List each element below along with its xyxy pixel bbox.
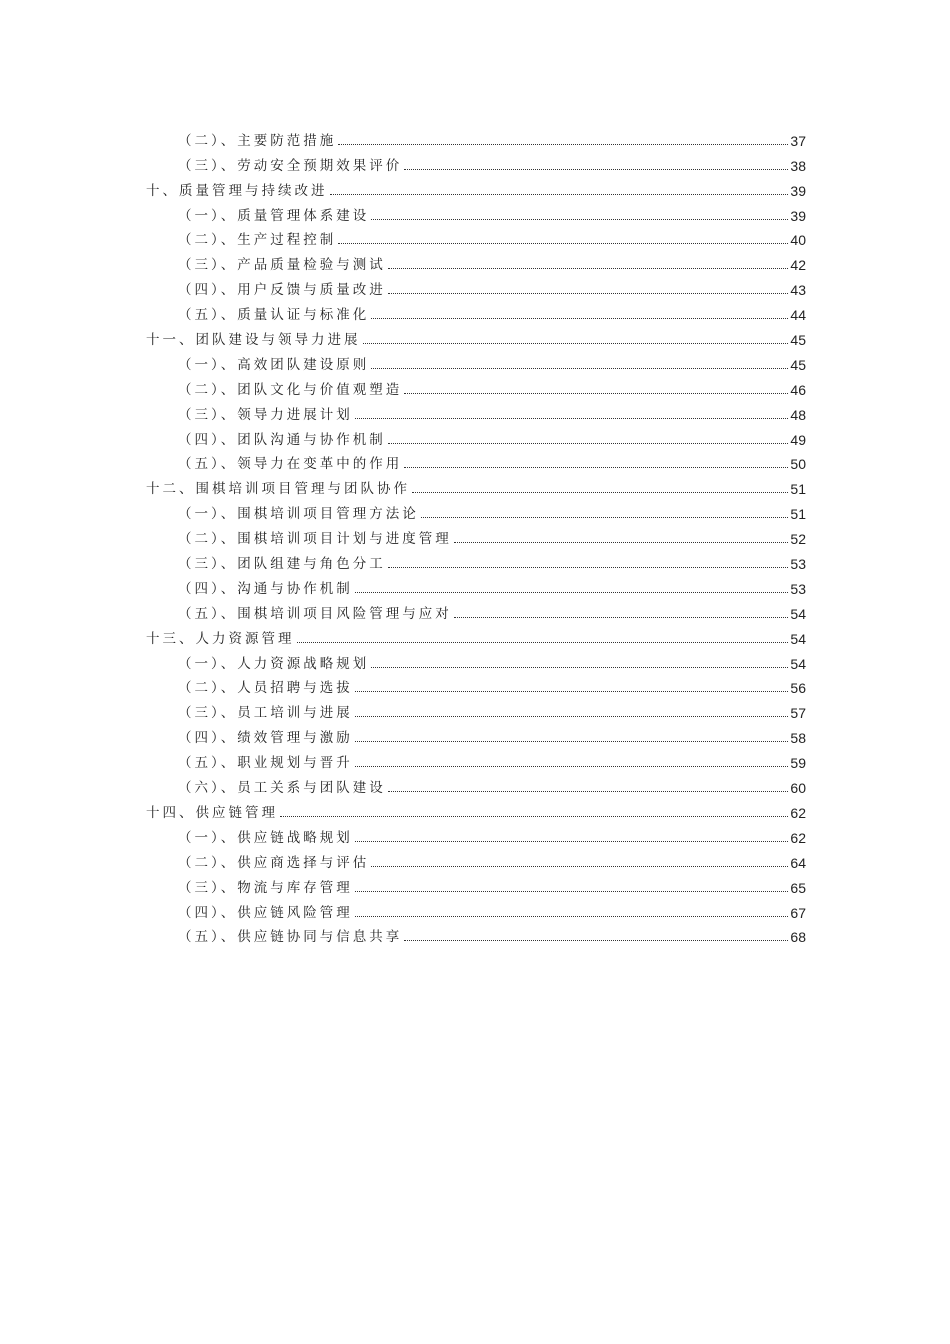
toc-section-entry[interactable]	[146, 746, 806, 771]
toc-page-number: 54	[790, 655, 806, 672]
toc-entry-title: （三）、物流与库存管理	[178, 879, 353, 896]
toc-entry-title: （一）、供应链战略规划	[178, 829, 353, 846]
toc-section-entry[interactable]	[146, 696, 806, 721]
toc-page-number: 40	[790, 232, 806, 249]
toc-page-number: 51	[790, 506, 806, 523]
toc-entry-title: 十三、人力资源管理	[146, 630, 295, 647]
toc-dot-leader	[280, 815, 788, 817]
toc-section-entry[interactable]	[146, 547, 806, 572]
toc-page-number: 52	[790, 531, 806, 548]
toc-section-entry[interactable]	[146, 124, 806, 149]
toc-section-entry[interactable]	[146, 672, 806, 697]
toc-dot-leader	[404, 939, 788, 941]
toc-entry-title: （四）、团队沟通与协作机制	[178, 431, 386, 448]
toc-entry-title: （四）、用户反馈与质量改进	[178, 282, 386, 299]
toc-entry-title: （五）、质量认证与标准化	[178, 307, 370, 324]
toc-dot-leader	[355, 715, 789, 717]
toc-dot-leader	[404, 392, 788, 394]
toc-page-number: 60	[790, 780, 806, 797]
toc-page-number: 53	[790, 556, 806, 573]
toc-section-entry[interactable]	[146, 373, 806, 398]
toc-section-entry[interactable]	[146, 348, 806, 373]
toc-entry-title: （五）、职业规划与晋升	[178, 755, 353, 772]
toc-section-entry[interactable]	[146, 896, 806, 921]
toc-entry-title: （一）、围棋培训项目管理方法论	[178, 506, 419, 523]
toc-page-number: 43	[790, 282, 806, 299]
toc-page-number: 42	[790, 257, 806, 274]
toc-section-entry[interactable]	[146, 398, 806, 423]
toc-page-number: 54	[790, 605, 806, 622]
toc-dot-leader	[404, 168, 788, 170]
toc-entry-title: （五）、供应链协同与信息共享	[178, 929, 403, 946]
toc-entry-title: （四）、沟通与协作机制	[178, 580, 353, 597]
toc-section-entry[interactable]	[146, 199, 806, 224]
toc-dot-leader	[454, 616, 789, 618]
toc-page-number: 58	[790, 730, 806, 747]
toc-dot-leader	[355, 840, 789, 842]
toc-entry-title: （六）、员工关系与团队建设	[178, 780, 386, 797]
toc-section-entry[interactable]	[146, 597, 806, 622]
toc-dot-leader	[421, 516, 789, 518]
toc-page-number: 38	[790, 157, 806, 174]
toc-page-number: 62	[790, 829, 806, 846]
toc-page-number: 59	[790, 755, 806, 772]
toc-page-number: 44	[790, 307, 806, 324]
toc-entry-title: （二）、主要防范措施	[178, 132, 337, 149]
toc-page-number: 50	[790, 456, 806, 473]
toc-section-entry[interactable]	[146, 248, 806, 273]
toc-entry-title: （三）、领导力进展计划	[178, 406, 353, 423]
toc-page-number: 56	[790, 680, 806, 697]
toc-section-entry[interactable]	[146, 647, 806, 672]
toc-dot-leader	[404, 466, 788, 468]
toc-chapter-entry[interactable]	[146, 174, 806, 199]
toc-dot-leader	[412, 491, 788, 493]
toc-page-number: 68	[790, 929, 806, 946]
toc-section-entry[interactable]	[146, 273, 806, 298]
toc-entry-title: （一）、高效团队建设原则	[178, 356, 370, 373]
toc-entry-title: 十一、团队建设与领导力进展	[146, 332, 361, 349]
toc-section-entry[interactable]	[146, 572, 806, 597]
toc-dot-leader	[355, 690, 789, 692]
toc-page-number: 46	[790, 381, 806, 398]
toc-dot-leader	[388, 442, 789, 444]
toc-entry-title: （一）、人力资源战略规划	[178, 655, 370, 672]
toc-section-entry[interactable]	[146, 871, 806, 896]
toc-chapter-entry[interactable]	[146, 796, 806, 821]
toc-page-number: 39	[790, 182, 806, 199]
toc-section-entry[interactable]	[146, 821, 806, 846]
toc-entry-title: （三）、团队组建与角色分工	[178, 556, 386, 573]
toc-section-entry[interactable]	[146, 149, 806, 174]
table-of-contents	[146, 124, 806, 945]
toc-chapter-entry[interactable]	[146, 472, 806, 497]
toc-page-number: 65	[790, 879, 806, 896]
toc-dot-leader	[338, 143, 788, 145]
toc-dot-leader	[355, 417, 789, 419]
toc-page-number: 48	[790, 406, 806, 423]
toc-entry-title: （二）、供应商选择与评估	[178, 854, 370, 871]
toc-entry-title: （三）、产品质量检验与测试	[178, 257, 386, 274]
toc-section-entry[interactable]	[146, 224, 806, 249]
toc-entry-title: 十二、围棋培训项目管理与团队协作	[146, 481, 410, 498]
toc-page-number: 39	[790, 207, 806, 224]
toc-page-number: 62	[790, 804, 806, 821]
toc-section-entry[interactable]	[146, 721, 806, 746]
toc-section-entry[interactable]	[146, 298, 806, 323]
toc-page-number: 54	[790, 630, 806, 647]
toc-dot-leader	[355, 890, 789, 892]
toc-page-number: 45	[790, 332, 806, 349]
toc-dot-leader	[371, 367, 788, 369]
toc-page-number: 51	[790, 481, 806, 498]
toc-dot-leader	[363, 342, 789, 344]
toc-section-entry[interactable]	[146, 771, 806, 796]
toc-page-number: 45	[790, 356, 806, 373]
toc-dot-leader	[297, 641, 789, 643]
toc-page-number: 53	[790, 580, 806, 597]
toc-section-entry[interactable]	[146, 423, 806, 448]
toc-dot-leader	[355, 591, 789, 593]
toc-entry-title: （四）、绩效管理与激励	[178, 730, 353, 747]
toc-dot-leader	[355, 765, 789, 767]
toc-entry-title: （二）、生产过程控制	[178, 232, 337, 249]
toc-chapter-entry[interactable]	[146, 622, 806, 647]
toc-section-entry[interactable]	[146, 497, 806, 522]
toc-dot-leader	[388, 790, 789, 792]
toc-page-number: 49	[790, 431, 806, 448]
toc-entry-title: （二）、团队文化与价值观塑造	[178, 381, 403, 398]
toc-dot-leader	[371, 218, 788, 220]
toc-entry-title: （四）、供应链风险管理	[178, 904, 353, 921]
toc-section-entry[interactable]	[146, 522, 806, 547]
toc-dot-leader	[338, 242, 788, 244]
toc-page-number: 67	[790, 904, 806, 921]
toc-entry-title: （三）、劳动安全预期效果评价	[178, 157, 403, 174]
toc-entry-title: （二）、围棋培训项目计划与进度管理	[178, 531, 452, 548]
toc-dot-leader	[454, 541, 789, 543]
toc-entry-title: （五）、围棋培训项目风险管理与应对	[178, 605, 452, 622]
toc-entry-title: （二）、人员招聘与选拔	[178, 680, 353, 697]
toc-section-entry[interactable]	[146, 921, 806, 946]
toc-section-entry[interactable]	[146, 846, 806, 871]
toc-dot-leader	[388, 267, 789, 269]
toc-dot-leader	[371, 317, 788, 319]
toc-dot-leader	[371, 865, 788, 867]
toc-dot-leader	[330, 193, 789, 195]
toc-entry-title: （五）、领导力在变革中的作用	[178, 456, 403, 473]
toc-dot-leader	[388, 292, 789, 294]
toc-page-number: 57	[790, 705, 806, 722]
toc-page-number: 37	[790, 132, 806, 149]
toc-dot-leader	[355, 740, 789, 742]
toc-dot-leader	[371, 666, 788, 668]
toc-dot-leader	[355, 915, 789, 917]
toc-entry-title: 十四、供应链管理	[146, 804, 278, 821]
toc-entry-title: （一）、质量管理体系建设	[178, 207, 370, 224]
toc-chapter-entry[interactable]	[146, 323, 806, 348]
toc-entry-title: 十、质量管理与持续改进	[146, 182, 328, 199]
toc-section-entry[interactable]	[146, 448, 806, 473]
toc-page-number: 64	[790, 854, 806, 871]
toc-dot-leader	[388, 566, 789, 568]
toc-entry-title: （三）、员工培训与进展	[178, 705, 353, 722]
